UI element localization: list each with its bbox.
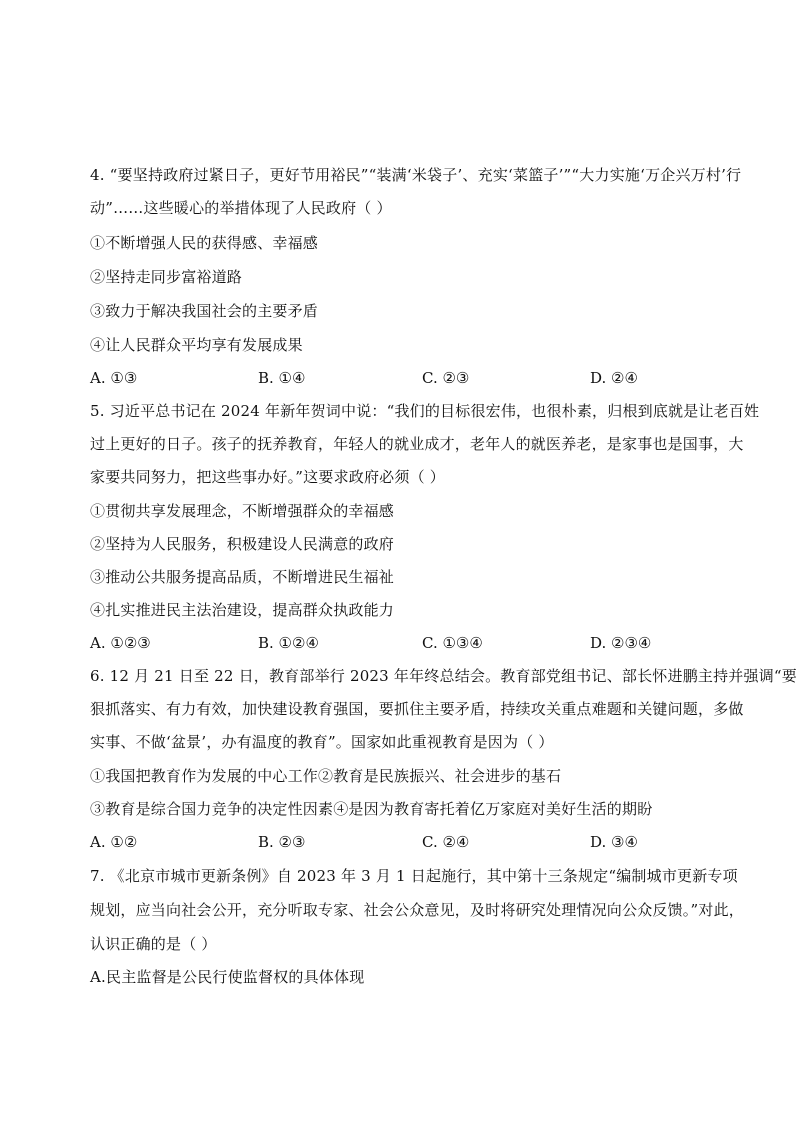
q7-stem-line-1: 7. 《北京市城市更新条例》自 2023 年 3 月 1 日起施行，其中第十三条规定“编制城市更新专项 (90, 867, 738, 885)
q4-stem-line-2: 动”……这些暖心的举措体现了人民政府（ ） (90, 199, 392, 217)
q6-option-b: B. ②③ (258, 833, 306, 851)
q5-item-3: ③推动公共服务提高品质，不断增进民生福祉 (90, 568, 395, 586)
q4-option-d: D. ②④ (590, 369, 638, 387)
q4-option-a: A. ①③ (90, 369, 138, 387)
q5-option-d: D. ②③④ (590, 634, 652, 652)
q4-item-3: ③致力于解决我国社会的主要矛盾 (90, 302, 319, 320)
q6-stem-line-1: 6. 12 月 21 日至 22 日，教育部举行 2023 年年终总结会。教育部党组书记、部长怀进鹏主持并强调“要 (90, 667, 797, 685)
q5-stem-line-2: 过上更好的日子。孩子的抚养教育，年轻人的就业成才，老年人的就医养老，是家事也是国事，大 (90, 435, 744, 453)
q5-option-c: C. ①③④ (422, 634, 483, 652)
q4-option-b: B. ①④ (258, 369, 306, 387)
q4-item-1: ①不断增强人民的获得感、幸福感 (90, 234, 319, 252)
q5-stem-line-3: 家要共同努力，把这些事办好。”这要求政府必须（ ） (90, 468, 445, 486)
q5-item-4: ④扎实推进民主法治建设，提高群众执政能力 (90, 601, 395, 619)
q6-stem-line-2: 狠抓落实、有力有效，加快建设教育强国，要抓住主要矛盾，持续攻关重点难题和关键问题，多做 (90, 700, 744, 718)
q5-item-2: ②坚持为人民服务，积极建设人民满意的政府 (90, 535, 395, 553)
q7-stem-line-3: 认识正确的是（ ） (90, 935, 217, 953)
q5-option-a: A. ①②③ (90, 634, 151, 652)
q6-item-2: ③教育是综合国力竞争的决定性因素④是因为教育寄托着亿万家庭对美好生活的期盼 (90, 800, 653, 818)
q7-option-a: A.民主监督是公民行使监督权的具体体现 (90, 968, 365, 986)
q6-stem-line-3: 实事、不做‘盆景’，办有温度的教育”。国家如此重视教育是因为（ ） (90, 733, 554, 751)
q4-options (90, 368, 710, 388)
q5-item-1: ①贯彻共享发展理念，不断增强群众的幸福感 (90, 502, 395, 520)
q4-stem-line-1: 4. “要坚持政府过紧日子，更好节用裕民”“装满‘米袋子’、充实‘菜篮子’”“大力实施‘万企兴万村’行 (90, 166, 742, 184)
q4-option-c: C. ②③ (422, 369, 470, 387)
q6-options (90, 832, 710, 852)
q6-option-a: A. ①② (90, 833, 138, 851)
q7-stem-line-2: 规划，应当向社会公开，充分听取专家、社会公众意见，及时将研究处理情况向公众反馈。”对此， (90, 901, 744, 919)
q4-item-2: ②坚持走同步富裕道路 (90, 268, 243, 286)
q4-item-4: ④让人民群众平均享有发展成果 (90, 336, 303, 354)
q5-options (90, 633, 710, 653)
q6-option-c: C. ②④ (422, 833, 470, 851)
q5-option-b: B. ①②④ (258, 634, 319, 652)
q6-option-d: D. ③④ (590, 833, 638, 851)
q5-stem-line-1: 5. 习近平总书记在 2024 年新年贺词中说：“我们的目标很宏伟，也很朴素，归根到底就是让老百姓 (90, 402, 760, 420)
q6-item-1: ①我国把教育作为发展的中心工作②教育是民族振兴、社会进步的基石 (90, 767, 562, 785)
